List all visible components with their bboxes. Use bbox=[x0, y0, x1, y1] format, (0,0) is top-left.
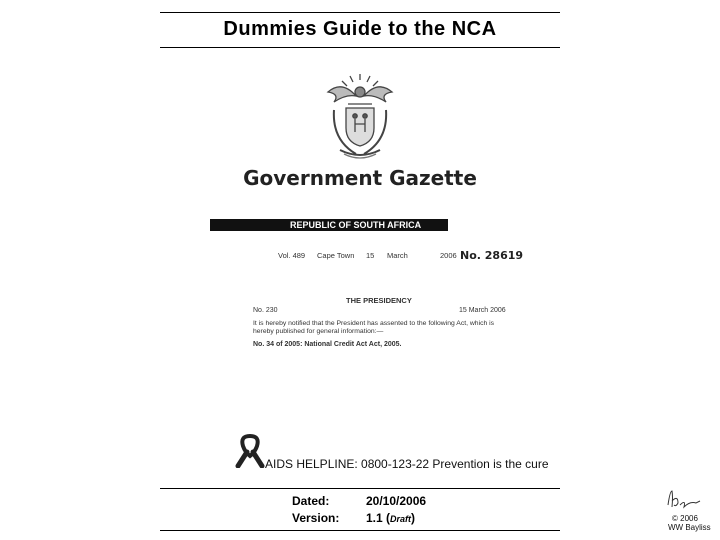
issue-city: Cape Town bbox=[317, 251, 355, 260]
dated-value: 20/10/2006 bbox=[366, 494, 427, 508]
footer-bottom-rule bbox=[160, 530, 560, 531]
republic-label: REPUBLIC OF SOUTH AFRICA bbox=[290, 220, 422, 230]
copyright-year: © 2006 bbox=[672, 514, 698, 523]
copyright-owner: WW Bayliss bbox=[668, 523, 711, 532]
aids-ribbon-icon bbox=[234, 432, 266, 468]
issue-vol: Vol. 489 bbox=[278, 251, 306, 260]
notice-text-line2: hereby published for general information:— bbox=[253, 328, 384, 335]
header-top-rule bbox=[160, 12, 560, 13]
gazette-title: Government Gazette bbox=[243, 166, 477, 190]
issue-number: No. 28619 bbox=[460, 249, 524, 262]
version-number: 1.1 bbox=[366, 511, 383, 525]
footer-top-rule bbox=[160, 488, 560, 489]
coat-of-arms-icon bbox=[322, 70, 398, 160]
notice-text-line1: It is hereby notified that the President has assented to the following Act, which is bbox=[253, 320, 495, 327]
dated-label: Dated: bbox=[292, 494, 330, 508]
version-open-paren: ( bbox=[386, 511, 391, 525]
header-bottom-rule bbox=[160, 47, 560, 48]
aids-helpline: AIDS HELPLINE: 0800-123-22 Prevention is the cure bbox=[265, 457, 549, 471]
issue-month: March bbox=[387, 251, 408, 260]
issue-day: 15 bbox=[366, 251, 375, 260]
version-value bbox=[366, 511, 415, 525]
version-label: Version: bbox=[292, 511, 340, 525]
page-title: Dummies Guide to the NCA bbox=[223, 18, 497, 40]
notice-date: 15 March 2006 bbox=[459, 307, 506, 314]
version-close-paren: ) bbox=[411, 511, 416, 525]
act-reference: No. 34 of 2005: National Credit Act Act, 2005. bbox=[253, 341, 402, 348]
signature-icon bbox=[664, 487, 704, 511]
notice-number: No. 230 bbox=[253, 307, 278, 314]
section-heading: THE PRESIDENCY bbox=[346, 296, 412, 305]
version-draft: Draft bbox=[390, 514, 412, 524]
republic-banner bbox=[210, 219, 448, 231]
issue-year: 2006 bbox=[440, 251, 457, 260]
